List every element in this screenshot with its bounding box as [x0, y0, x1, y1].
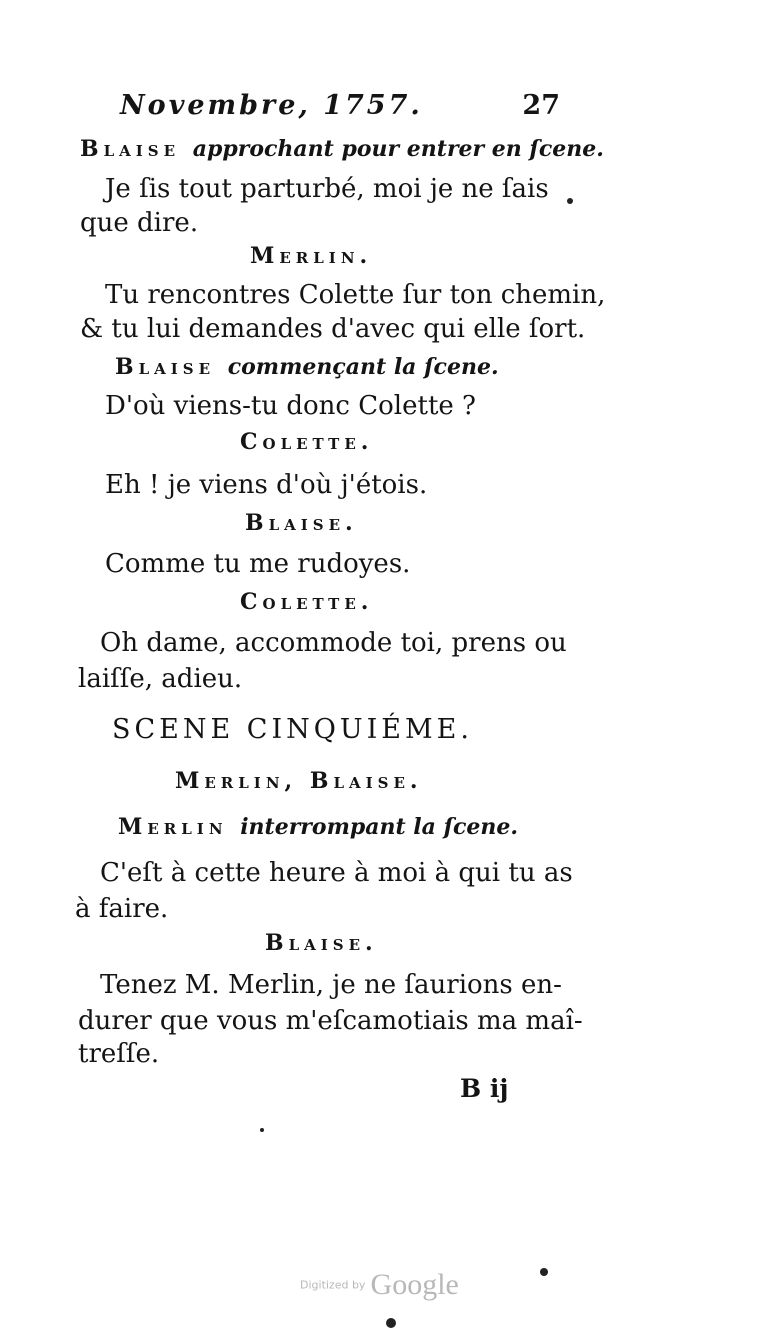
speaker-heading: Blaise.: [245, 510, 358, 536]
dialogue-line: durer que vous m'eſcamotiais ma maî-: [78, 1006, 583, 1036]
dialogue-line: C'eſt à cette heure à moi à qui tu as: [100, 858, 573, 888]
dialogue-line: Comme tu me rudoyes.: [105, 549, 411, 579]
speaker-heading: Colette.: [240, 429, 374, 455]
speaker-heading: Colette.: [240, 589, 374, 615]
speaker-name: Blaise: [80, 136, 181, 162]
ink-speck: [260, 1128, 264, 1132]
stage-direction: interrompant la ſcene.: [240, 814, 519, 840]
stage-direction-line: [115, 356, 499, 378]
stage-direction: commençant la ſcene.: [227, 354, 499, 380]
dialogue-line: Tenez M. Merlin, je ne ſaurions en-: [100, 970, 562, 1000]
scene-heading: SCENE CINQUIÉME.: [112, 714, 473, 745]
scene-characters: Merlin, Blaise.: [175, 768, 423, 794]
ink-speck: [540, 1268, 548, 1276]
speaker-name: Merlin: [118, 814, 228, 840]
dialogue-line: à faire.: [75, 894, 169, 924]
dialogue-line: D'où viens-tu donc Colette ?: [105, 391, 476, 421]
dialogue-line: treſſe.: [78, 1039, 160, 1069]
speaker-heading: Blaise.: [265, 930, 378, 956]
speaker-name: Blaise: [115, 354, 216, 380]
dialogue-line: laiſſe, adieu.: [78, 664, 243, 694]
ink-speck: [567, 198, 573, 204]
signature-mark: B ij: [460, 1074, 509, 1103]
dialogue-line: Je ſis tout parturbé, moi je ne ſais: [105, 174, 549, 204]
header-title: Novembre, 1757.: [120, 90, 423, 121]
digitized-watermark: [300, 1268, 459, 1302]
running-header: [120, 92, 560, 119]
ink-speck: [386, 1318, 396, 1328]
dialogue-line: que dire.: [80, 208, 199, 238]
page-number: 27: [522, 90, 560, 121]
dialogue-line: Eh ! je viens d'où j'étois.: [105, 470, 428, 500]
stage-direction: approchant pour entrer en ſcene.: [192, 136, 604, 162]
google-logo: Google: [370, 1268, 459, 1301]
stage-direction-line: [118, 816, 518, 838]
dialogue-line: Tu rencontres Colette ſur ton chemin,: [105, 280, 606, 310]
stage-direction-line: [80, 138, 604, 160]
dialogue-line: Oh dame, accommode toi, prens ou: [100, 628, 567, 658]
watermark-prefix: Digitized by: [300, 1278, 366, 1292]
speaker-heading: Merlin.: [250, 243, 373, 269]
dialogue-line: & tu lui demandes d'avec qui elle ſort.: [80, 314, 586, 344]
